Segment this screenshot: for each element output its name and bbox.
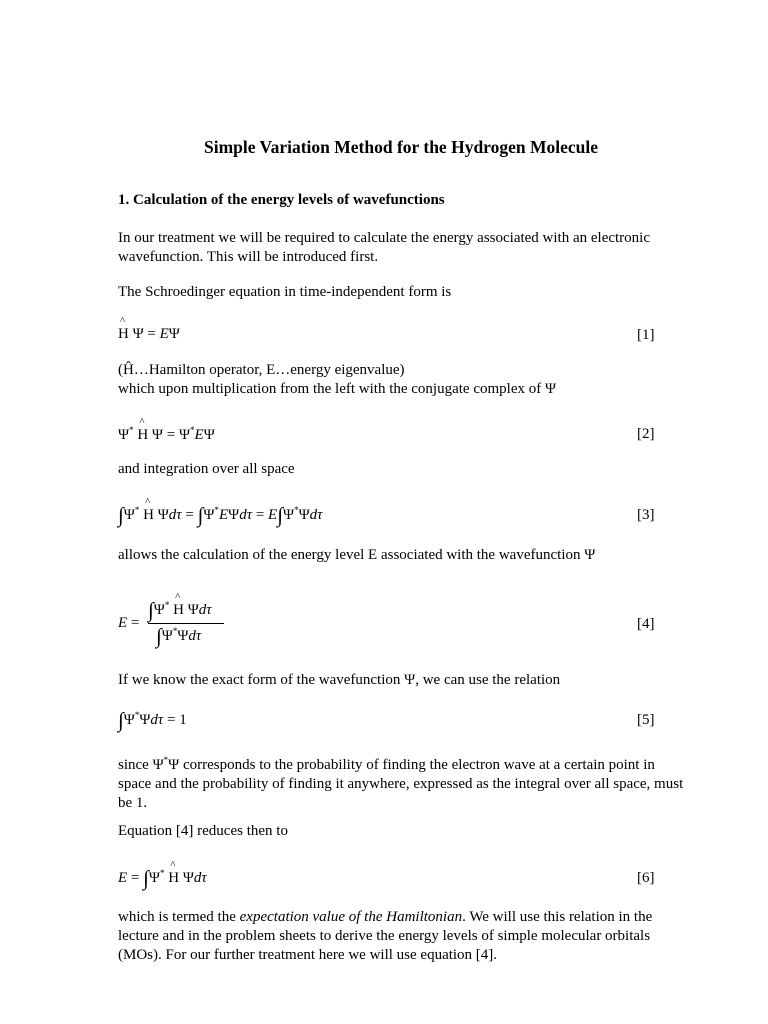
paragraph-if-we-know: If we know the exact form of the wavefunction Ψ, we can use the relation (118, 672, 561, 688)
paragraph-intro: In our treatment we will be required to calculate the energy associated with an electronic wavefunction. This will be introduced first. (118, 230, 651, 265)
equation-number-3: [3] (637, 507, 655, 523)
equation-1: ^ H Ψ = EΨ (118, 326, 180, 343)
paragraph-since-start: since Ψ (118, 757, 164, 773)
paragraph-reduces: Equation [4] reduces then to (118, 823, 288, 839)
equation-number-1: [1] (637, 327, 655, 343)
section-heading: 1. Calculation of the energy levels of wavefunctions (118, 192, 445, 208)
equation-3: ∫Ψ* ^ H Ψdτ = ∫Ψ*EΨdτ = E∫Ψ*Ψdτ (118, 503, 323, 528)
equation-6: E = ∫Ψ* ^ H Ψdτ (118, 866, 207, 891)
paragraph-schroedinger: The Schroedinger equation in time-independent form is (118, 284, 452, 300)
equation-number-6: [6] (637, 870, 655, 886)
paragraph-since: since Ψ*Ψ corresponds to the probability of finding the electron wave at a certain point in space and the probability of finding it anywhere, expressed as the integral over all space, must be 1. (118, 755, 684, 811)
equation-5: ∫Ψ*Ψdτ = 1 (118, 708, 187, 732)
paragraph-expectation (118, 908, 688, 965)
equation-2: Ψ* ^ H Ψ = Ψ*EΨ (118, 425, 215, 444)
paragraph-multiplication: which upon multiplication from the left with the conjugate complex of Ψ (118, 381, 557, 397)
equation-number-5: [5] (637, 712, 655, 728)
expectation-value-term: expectation value of the Hamiltonian (239, 909, 463, 925)
paragraph-hamilton: (Ĥ…Hamilton operator, E…energy eigenvalue) (118, 362, 405, 378)
paragraph-allows: allows the calculation of the energy level E associated with the wavefunction Ψ (118, 547, 596, 563)
equation-number-4: [4] (637, 616, 655, 632)
paragraph-expectation-start: which is termed the (118, 909, 240, 925)
page-title: Simple Variation Method for the Hydrogen Molecule (203, 137, 599, 157)
paragraph-integration: and integration over all space (118, 461, 295, 477)
equation-number-2: [2] (637, 426, 655, 442)
paragraph-expectation-rest: . We will use this relation in the lecture and in the problem sheets to derive the energy levels of simple molecular orbitals (MOs). For our further treatment here we will use equation [4]. (118, 909, 653, 963)
paragraph-since-rest: Ψ corresponds to the probability of finding the electron wave at a certain point in space and the probability of finding it anywhere, expressed as the integral over all space, must be 1. (118, 757, 684, 811)
